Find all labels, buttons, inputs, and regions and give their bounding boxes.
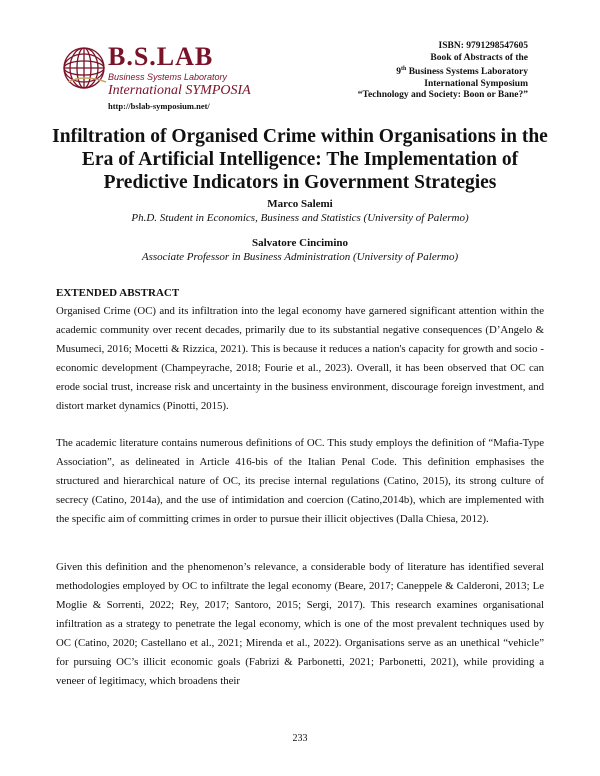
body-paragraph: Given this definition and the phenomenon’s relevance, a considerable body of literature has identified several methodologies employed by OC to infiltrate the legal economy (Beare, 2017; Caneppele & Calderoni, 2013; Le Moglie & Sorrenti, 2022; Rey, 2017; Santoro, 2015; Sergi, 2017). This research examines organisational infiltration as a strategy to penetrate the legal economy, which is one of the most prevalent techniques used by OC (Catino, 2020; Castellano et al., 2021; Mirenda et al., 2022). Organisations serve as an unethical “vehicle” for pursuing OC’s illicit economic goals (Fabrizi & Parbonetti, 2021; Parbonetti, 2021), while providing a veneer of legitimacy, which broadens their (56, 561, 544, 687)
author-affiliation: Associate Professor in Business Administration (University of Palermo) (141, 251, 459, 263)
logo-symposia: International SYMPOSIA (108, 83, 251, 98)
symposium: International Symposium (424, 78, 528, 89)
isbn: ISBN: 9791298547605 (438, 41, 528, 51)
author-affiliation: Ph.D. Student in Economics, Business and Statistics (University of Palermo) (131, 212, 469, 224)
body-paragraph: The academic literature contains numerous definitions of OC. This study employs the definition of “Mafia-Type Association”, as delineated in Article 416-bis of the Italian Penal Code. This definition emphasises the structured and hierarchical nature of OC, its precise internal regulations (Catino, 2015), its strong culture of secrecy (Catino, 2014a), and the use of intimidation and coercion (Catino,2014b), which are implemented with the specific aim of committing crimes in order to pursue their illicit objectives (Dalla Chiesa, 2012). (56, 437, 544, 525)
logo-subtitle: Business Systems Laboratory (108, 72, 228, 82)
book-of-abstracts: Book of Abstracts of the (430, 52, 528, 63)
book-info (358, 41, 528, 102)
author-name: Salvatore Cincimino (251, 237, 349, 249)
logo-text (108, 44, 251, 98)
symposium-url[interactable]: http://bslab-symposium.net/ (108, 101, 210, 111)
section-heading: EXTENDED ABSTRACT (56, 287, 180, 299)
author-name: Marco Salemi (267, 198, 333, 210)
body-paragraph: Organised Crime (OC) and its infiltration into the legal economy have garnered significant attention within the academic community over recent decades, primarily due to its substantial negative consequences (D’Angelo & Musumeci, 2016; Mocetti & Rizzica, 2021). This is because it reduces a nation's capacity for growth and socio - economic development (Champeyrache, 2018; Fourie et al., 2023). Overall, it has been observed that OC can erode social trust, increase risk and uncertainty in the business environment, discourage foreign investment, and distort market dynamics (Pinotti, 2015). (56, 305, 544, 412)
symposium-theme: “Technology and Society: Boon or Bane?” (357, 90, 528, 101)
paper-title: Infiltration of Organised Crime within Organisations in the Era of Artificial Intelligence: The Implementation of Predictive Indicators in Government Strategies (52, 126, 548, 193)
page-number: 233 (292, 733, 308, 744)
edition: 9th Business Systems Laboratory (396, 66, 528, 78)
logo-title: B.S.LAB (108, 42, 214, 71)
